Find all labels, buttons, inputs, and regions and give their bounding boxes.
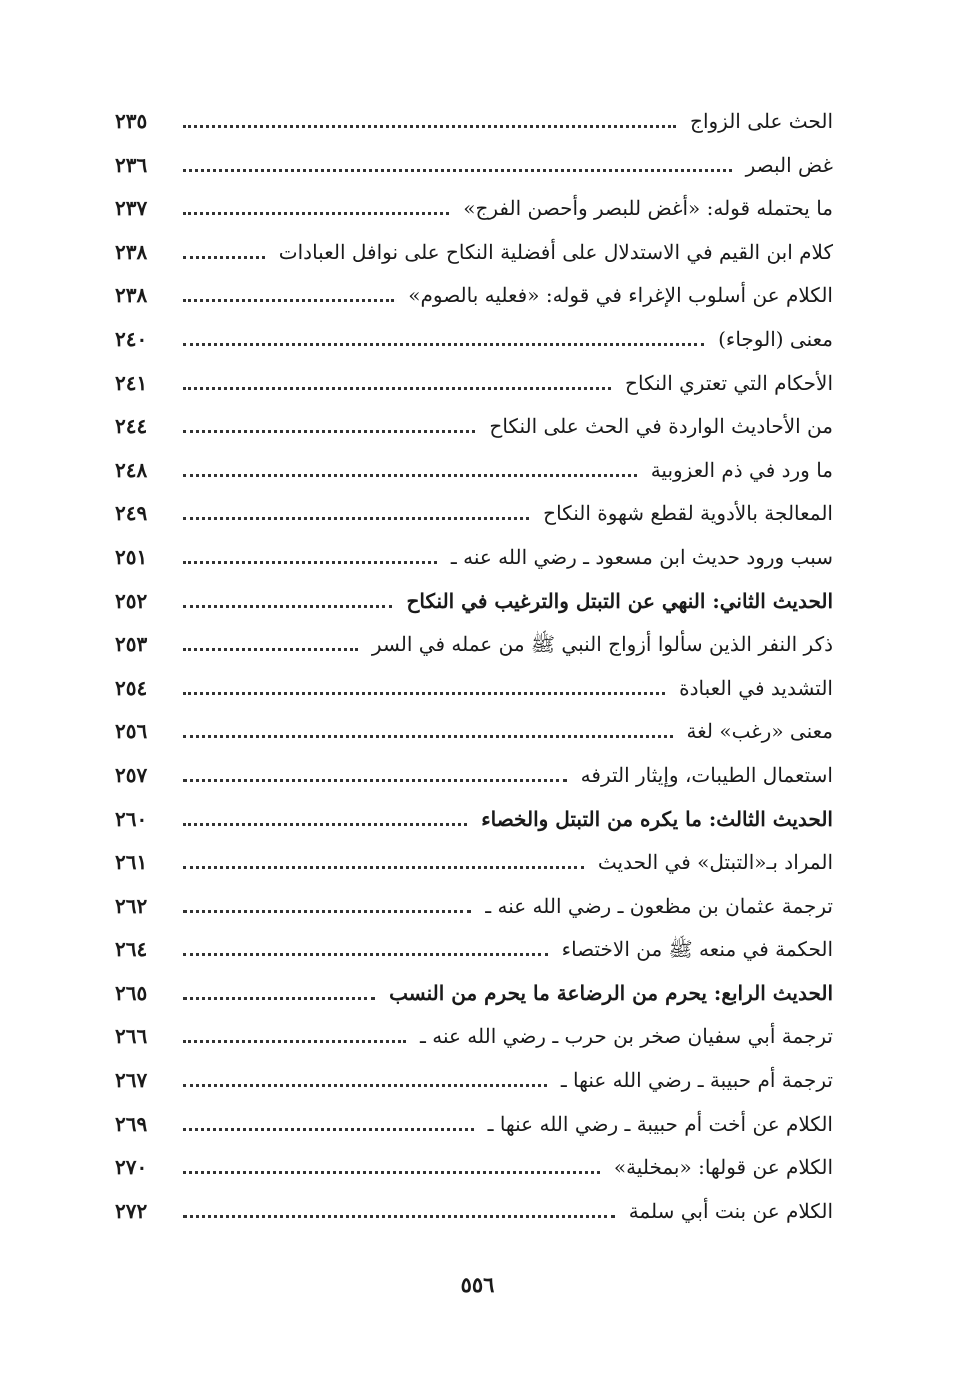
dot-leader bbox=[183, 474, 637, 477]
toc-entry bbox=[115, 100, 833, 144]
toc-entry-title: الكلام عن أسلوب الإغراء في قوله: «فعليه بالصوم» bbox=[408, 283, 833, 308]
toc-entry-title: كلام ابن القيم في الاستدلال على أفضلية النكاح على نوافل العبادات bbox=[278, 239, 833, 264]
dot-leader bbox=[183, 561, 437, 564]
toc-entry bbox=[115, 187, 833, 231]
toc-entry-page-number: ٢٣٨ bbox=[115, 283, 148, 308]
toc-entry bbox=[115, 231, 833, 275]
dot-leader bbox=[183, 387, 611, 390]
toc-entry-title: التشديد في العبادة bbox=[679, 675, 833, 700]
toc-entry-title: الحكمة في منعه ﷺ من الاختصاء bbox=[561, 937, 833, 962]
toc-entry-title: ترجمة أبي سفيان صخر بن حرب ـ رضي الله عنه ـ bbox=[420, 1024, 833, 1049]
toc-entry-title: المعالجة بالأدوية لقطع شهوة النكاح bbox=[543, 501, 833, 526]
dot-leader bbox=[183, 1171, 600, 1174]
toc-entry-title: سبب ورود حديث ابن مسعود ـ رضي الله عنه ـ bbox=[450, 544, 833, 569]
toc-entry bbox=[115, 623, 833, 667]
toc-entry bbox=[115, 1059, 833, 1103]
dot-leader bbox=[183, 605, 392, 608]
toc-entry bbox=[115, 885, 833, 929]
toc-entry-page-number: ٢٥٦ bbox=[115, 719, 148, 744]
toc-entry bbox=[115, 928, 833, 972]
toc-entry-page-number: ٢٣٧ bbox=[115, 196, 148, 221]
toc-entry-title: ذكر النفر الذين سألوا أزواج النبي ﷺ من عمله في السر bbox=[371, 632, 833, 657]
toc-entry bbox=[115, 841, 833, 885]
toc-entry-title: ما ورد في ذم العزوبية bbox=[650, 457, 833, 482]
dot-leader bbox=[183, 169, 732, 172]
toc-entry-title: من الأحاديث الواردة في الحث على النكاح bbox=[489, 414, 833, 439]
dot-leader bbox=[183, 692, 665, 695]
toc-entry-page-number: ٢٤٨ bbox=[115, 457, 148, 482]
toc-entry-title: ترجمة عثمان بن مظعون ـ رضي الله عنه ـ bbox=[485, 893, 833, 918]
dot-leader bbox=[183, 953, 548, 956]
toc-entry-page-number: ٢٤٤ bbox=[115, 414, 148, 439]
toc-entry-page-number: ٢٥٧ bbox=[115, 762, 148, 787]
dot-leader bbox=[183, 1084, 547, 1087]
dot-leader bbox=[183, 823, 467, 826]
page-number: ٥٥٦ bbox=[460, 1272, 495, 1297]
toc-entry bbox=[115, 362, 833, 406]
toc-entry-title: معنى «رغب» لغة bbox=[686, 719, 833, 744]
dot-leader bbox=[183, 256, 265, 259]
dot-leader bbox=[183, 343, 704, 346]
toc-entry bbox=[115, 318, 833, 362]
toc-entry-title: ما يحتمله قوله: «أغض للبصر وأحصن الفرج» bbox=[463, 196, 833, 221]
dot-leader bbox=[183, 1128, 474, 1131]
dot-leader bbox=[183, 517, 529, 520]
toc-entry bbox=[115, 1103, 833, 1147]
toc-entry-page-number: ٢٧٢ bbox=[115, 1198, 148, 1223]
toc-entry bbox=[115, 667, 833, 711]
toc-section-heading bbox=[115, 972, 833, 1016]
toc-entry-page-number: ٢٦٤ bbox=[115, 937, 148, 962]
toc-entry-title: استعمال الطيبات، وإيثار الترفه bbox=[580, 762, 833, 787]
toc-entry-title: الحديث الثاني: النهي عن التبتل والترغيب في النكاح bbox=[406, 588, 833, 613]
toc-entry bbox=[115, 449, 833, 493]
toc-entry-page-number: ٢٤١ bbox=[115, 370, 148, 395]
toc-entry-title: الكلام عن بنت أبي سلمة bbox=[628, 1198, 833, 1223]
toc-entry-page-number: ٢٥١ bbox=[115, 544, 148, 569]
dot-leader bbox=[183, 648, 358, 651]
dot-leader bbox=[183, 866, 584, 869]
toc-section-heading bbox=[115, 580, 833, 624]
toc-entry bbox=[115, 492, 833, 536]
toc-entry-page-number: ٢٤٩ bbox=[115, 501, 148, 526]
toc-entry-page-number: ٢٣٨ bbox=[115, 239, 148, 264]
toc-entry-page-number: ٢٥٢ bbox=[115, 588, 148, 613]
toc-entry-title: المراد بـ«التبتل» في الحديث bbox=[597, 850, 833, 875]
table-of-contents bbox=[115, 100, 833, 1233]
toc-entry-page-number: ٢٦٦ bbox=[115, 1024, 148, 1049]
toc-entry bbox=[115, 1015, 833, 1059]
toc-entry-title: ترجمة أم حبيبة ـ رضي الله عنها ـ bbox=[560, 1068, 833, 1093]
dot-leader bbox=[183, 1040, 406, 1043]
toc-entry-title: الحث على الزواج bbox=[690, 109, 833, 133]
toc-section-heading bbox=[115, 798, 833, 842]
toc-entry bbox=[115, 405, 833, 449]
dot-leader bbox=[183, 779, 567, 782]
dot-leader bbox=[183, 299, 394, 302]
toc-entry-title: الأحكام التي تعتري النكاح bbox=[625, 370, 833, 395]
dot-leader bbox=[183, 910, 471, 913]
toc-entry-page-number: ٢٦٠ bbox=[115, 806, 148, 831]
toc-entry-title: معنى (الوجاء) bbox=[718, 326, 833, 351]
toc-entry bbox=[115, 536, 833, 580]
toc-entry bbox=[115, 710, 833, 754]
dot-leader bbox=[183, 125, 676, 128]
toc-entry-page-number: ٢٣٦ bbox=[115, 152, 148, 177]
toc-entry-page-number: ٢٣٥ bbox=[115, 109, 148, 133]
toc-entry-page-number: ٢٦٢ bbox=[115, 893, 148, 918]
toc-entry bbox=[115, 274, 833, 318]
toc-entry-page-number: ٢٦٥ bbox=[115, 980, 148, 1005]
toc-entry-page-number: ٢٥٣ bbox=[115, 632, 148, 657]
toc-entry-page-number: ٢٦٧ bbox=[115, 1068, 148, 1093]
toc-entry-title: الكلام عن أخت أم حبيبة ـ رضي الله عنها ـ bbox=[487, 1111, 833, 1136]
toc-entry-page-number: ٢٧٠ bbox=[115, 1155, 148, 1180]
toc-entry-page-number: ٢٦٩ bbox=[115, 1111, 148, 1136]
toc-entry-page-number: ٢٥٤ bbox=[115, 675, 148, 700]
toc-entry bbox=[115, 144, 833, 188]
dot-leader bbox=[183, 997, 375, 1000]
toc-entry-title: الكلام عن قولها: «بمخلية» bbox=[613, 1155, 833, 1180]
toc-entry bbox=[115, 1146, 833, 1190]
toc-entry-title: غض البصر bbox=[745, 152, 833, 177]
toc-entry-title: الحديث الرابع: يحرم من الرضاعة ما يحرم من النسب bbox=[389, 980, 833, 1005]
toc-entry bbox=[115, 754, 833, 798]
toc-entry-page-number: ٢٦١ bbox=[115, 850, 148, 875]
dot-leader bbox=[183, 430, 475, 433]
toc-entry bbox=[115, 1190, 833, 1234]
dot-leader bbox=[183, 1215, 615, 1218]
toc-entry-title: الحديث الثالث: ما يكره من التبتل والخصاء bbox=[481, 806, 833, 831]
dot-leader bbox=[183, 735, 673, 738]
dot-leader bbox=[183, 212, 449, 215]
toc-entry-page-number: ٢٤٠ bbox=[115, 326, 148, 351]
